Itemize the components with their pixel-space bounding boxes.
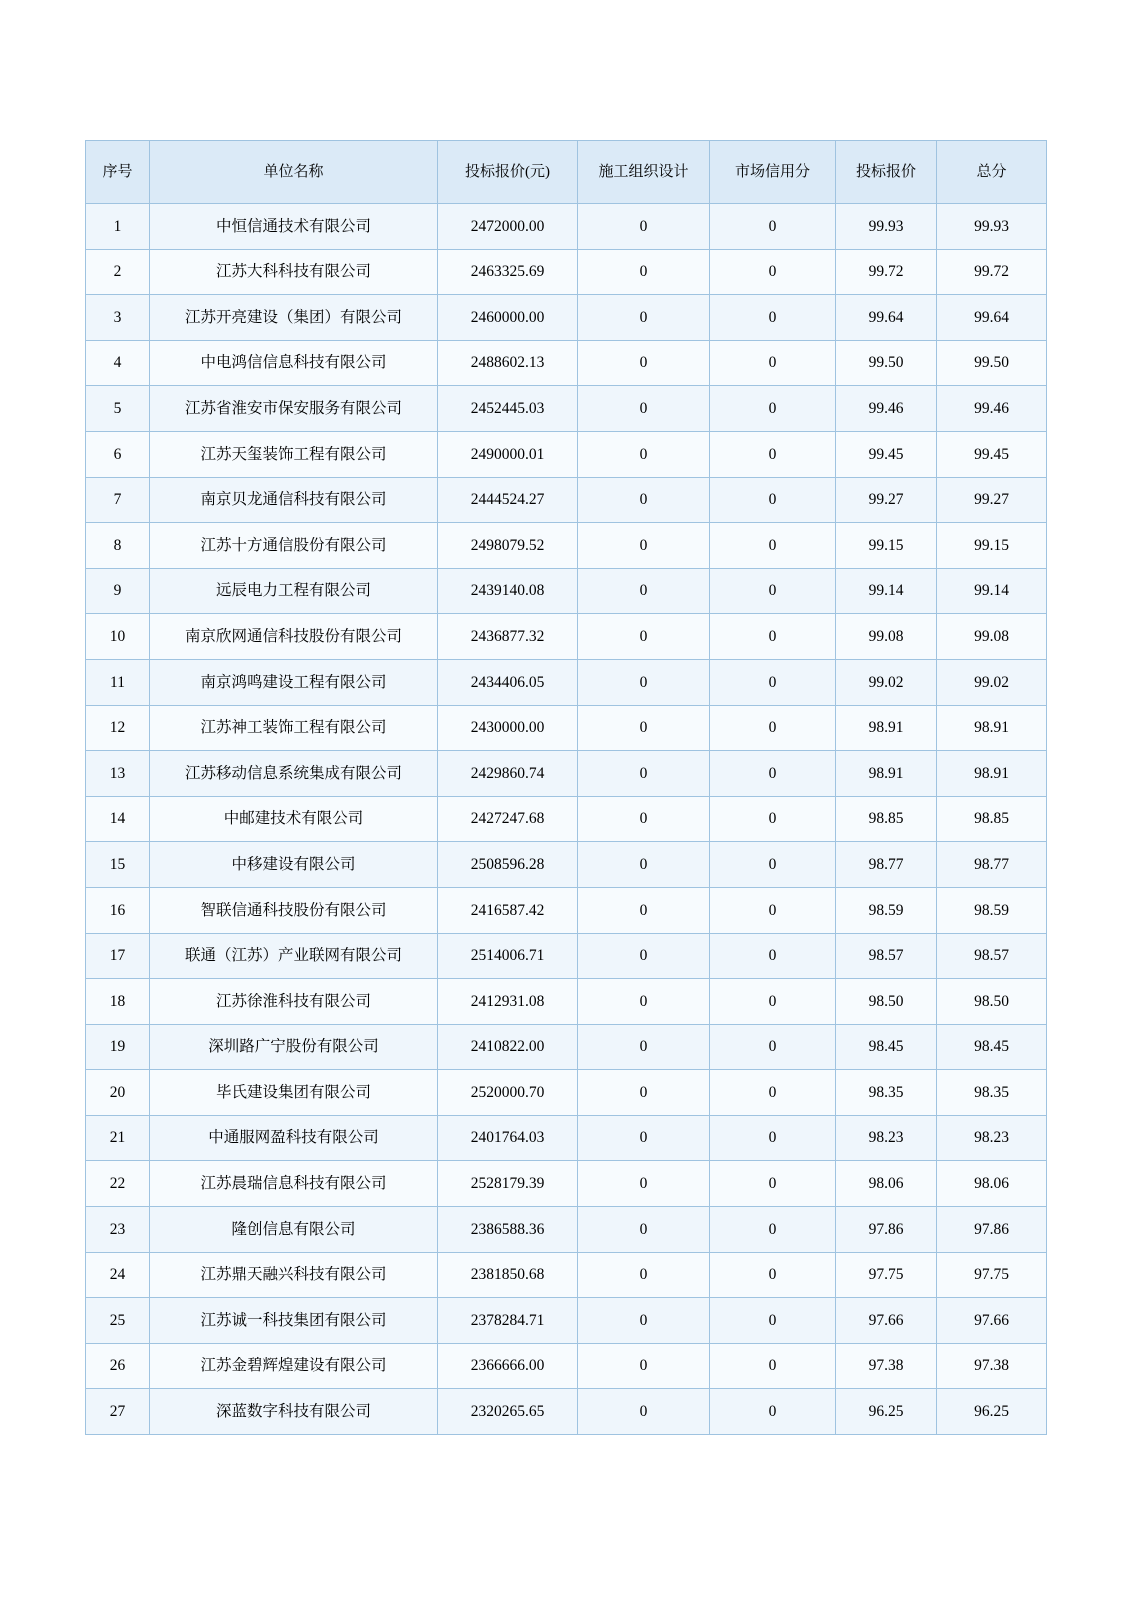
cell-index: 27: [86, 1389, 150, 1435]
cell-total-score: 98.23: [937, 1115, 1047, 1161]
cell-total-score: 99.15: [937, 523, 1047, 569]
cell-total-score: 97.38: [937, 1343, 1047, 1389]
cell-company-name: 中恒信通技术有限公司: [150, 204, 438, 250]
cell-bid-price: 2416587.42: [438, 887, 578, 933]
cell-index: 9: [86, 568, 150, 614]
cell-bid-price: 2488602.13: [438, 340, 578, 386]
cell-index: 18: [86, 979, 150, 1025]
cell-market-credit-score: 0: [710, 295, 836, 341]
table-row: [86, 614, 1047, 660]
cell-market-credit-score: 0: [710, 249, 836, 295]
cell-bid-price: 2430000.00: [438, 705, 578, 751]
cell-company-name: 南京欣网通信科技股份有限公司: [150, 614, 438, 660]
cell-index: 1: [86, 204, 150, 250]
cell-construction-org-score: 0: [578, 614, 710, 660]
cell-construction-org-score: 0: [578, 249, 710, 295]
table-row: [86, 249, 1047, 295]
cell-bid-price: 2463325.69: [438, 249, 578, 295]
cell-construction-org-score: 0: [578, 1161, 710, 1207]
cell-construction-org-score: 0: [578, 887, 710, 933]
table-row: [86, 204, 1047, 250]
cell-market-credit-score: 0: [710, 1343, 836, 1389]
column-header-total: 总分: [937, 141, 1047, 204]
cell-company-name: 江苏鼎天融兴科技有限公司: [150, 1252, 438, 1298]
cell-bid-price: 2490000.01: [438, 431, 578, 477]
cell-construction-org-score: 0: [578, 1298, 710, 1344]
table-row: [86, 1070, 1047, 1116]
table-row: [86, 1207, 1047, 1253]
cell-bid-price: 2410822.00: [438, 1024, 578, 1070]
cell-market-credit-score: 0: [710, 1298, 836, 1344]
cell-construction-org-score: 0: [578, 1343, 710, 1389]
cell-total-score: 98.50: [937, 979, 1047, 1025]
cell-company-name: 中邮建技术有限公司: [150, 796, 438, 842]
cell-company-name: 江苏移动信息系统集成有限公司: [150, 751, 438, 797]
cell-bid-price: 2427247.68: [438, 796, 578, 842]
cell-total-score: 99.14: [937, 568, 1047, 614]
cell-index: 24: [86, 1252, 150, 1298]
cell-bid-price-score: 98.35: [836, 1070, 937, 1116]
cell-market-credit-score: 0: [710, 431, 836, 477]
cell-total-score: 97.86: [937, 1207, 1047, 1253]
cell-total-score: 99.02: [937, 659, 1047, 705]
cell-company-name: 江苏省淮安市保安服务有限公司: [150, 386, 438, 432]
cell-bid-price-score: 99.72: [836, 249, 937, 295]
cell-construction-org-score: 0: [578, 705, 710, 751]
cell-bid-price-score: 99.02: [836, 659, 937, 705]
cell-bid-price-score: 98.45: [836, 1024, 937, 1070]
cell-bid-price-score: 99.15: [836, 523, 937, 569]
cell-total-score: 98.77: [937, 842, 1047, 888]
cell-company-name: 中移建设有限公司: [150, 842, 438, 888]
cell-bid-price-score: 97.86: [836, 1207, 937, 1253]
cell-company-name: 毕氏建设集团有限公司: [150, 1070, 438, 1116]
cell-bid-price-score: 98.06: [836, 1161, 937, 1207]
table-row: [86, 568, 1047, 614]
cell-bid-price-score: 97.38: [836, 1343, 937, 1389]
cell-bid-price: 2514006.71: [438, 933, 578, 979]
cell-total-score: 99.08: [937, 614, 1047, 660]
cell-total-score: 99.50: [937, 340, 1047, 386]
cell-company-name: 南京贝龙通信科技有限公司: [150, 477, 438, 523]
cell-construction-org-score: 0: [578, 204, 710, 250]
cell-bid-price: 2498079.52: [438, 523, 578, 569]
cell-bid-price: 2381850.68: [438, 1252, 578, 1298]
cell-total-score: 98.35: [937, 1070, 1047, 1116]
cell-company-name: 远辰电力工程有限公司: [150, 568, 438, 614]
table-header: [86, 141, 1047, 204]
cell-index: 4: [86, 340, 150, 386]
cell-total-score: 98.85: [937, 796, 1047, 842]
table-row: [86, 887, 1047, 933]
cell-bid-price: 2429860.74: [438, 751, 578, 797]
cell-bid-price-score: 98.91: [836, 705, 937, 751]
cell-company-name: 江苏天玺装饰工程有限公司: [150, 431, 438, 477]
cell-bid-price-score: 98.50: [836, 979, 937, 1025]
cell-company-name: 江苏晨瑞信息科技有限公司: [150, 1161, 438, 1207]
cell-construction-org-score: 0: [578, 386, 710, 432]
cell-construction-org-score: 0: [578, 477, 710, 523]
cell-company-name: 江苏大科科技有限公司: [150, 249, 438, 295]
cell-bid-price: 2452445.03: [438, 386, 578, 432]
cell-total-score: 99.72: [937, 249, 1047, 295]
cell-construction-org-score: 0: [578, 1115, 710, 1161]
table-row: [86, 295, 1047, 341]
cell-total-score: 99.93: [937, 204, 1047, 250]
cell-index: 7: [86, 477, 150, 523]
cell-market-credit-score: 0: [710, 705, 836, 751]
cell-index: 15: [86, 842, 150, 888]
table-header-row: [86, 141, 1047, 204]
table-row: [86, 1252, 1047, 1298]
cell-bid-price: 2378284.71: [438, 1298, 578, 1344]
cell-bid-price-score: 99.93: [836, 204, 937, 250]
cell-bid-price: 2460000.00: [438, 295, 578, 341]
cell-market-credit-score: 0: [710, 204, 836, 250]
table-row: [86, 979, 1047, 1025]
cell-index: 17: [86, 933, 150, 979]
cell-index: 13: [86, 751, 150, 797]
table-row: [86, 705, 1047, 751]
cell-market-credit-score: 0: [710, 1070, 836, 1116]
cell-market-credit-score: 0: [710, 659, 836, 705]
cell-construction-org-score: 0: [578, 1389, 710, 1435]
cell-total-score: 98.57: [937, 933, 1047, 979]
cell-company-name: 中电鸿信信息科技有限公司: [150, 340, 438, 386]
table-row: [86, 1298, 1047, 1344]
cell-market-credit-score: 0: [710, 568, 836, 614]
cell-construction-org-score: 0: [578, 659, 710, 705]
cell-bid-price: 2386588.36: [438, 1207, 578, 1253]
cell-market-credit-score: 0: [710, 1252, 836, 1298]
cell-bid-price: 2528179.39: [438, 1161, 578, 1207]
cell-market-credit-score: 0: [710, 614, 836, 660]
column-header-org: 施工组织设计: [578, 141, 710, 204]
cell-total-score: 98.59: [937, 887, 1047, 933]
cell-market-credit-score: 0: [710, 842, 836, 888]
cell-index: 25: [86, 1298, 150, 1344]
table-body: [86, 204, 1047, 1435]
cell-bid-price-score: 99.08: [836, 614, 937, 660]
table-row: [86, 477, 1047, 523]
cell-total-score: 98.91: [937, 751, 1047, 797]
cell-bid-price-score: 99.45: [836, 431, 937, 477]
cell-bid-price: 2366666.00: [438, 1343, 578, 1389]
cell-company-name: 南京鸿鸣建设工程有限公司: [150, 659, 438, 705]
cell-market-credit-score: 0: [710, 340, 836, 386]
cell-company-name: 深蓝数字科技有限公司: [150, 1389, 438, 1435]
table-row: [86, 386, 1047, 432]
cell-construction-org-score: 0: [578, 979, 710, 1025]
cell-company-name: 深圳路广宁股份有限公司: [150, 1024, 438, 1070]
cell-construction-org-score: 0: [578, 1207, 710, 1253]
cell-construction-org-score: 0: [578, 295, 710, 341]
cell-bid-price-score: 97.75: [836, 1252, 937, 1298]
cell-market-credit-score: 0: [710, 751, 836, 797]
cell-construction-org-score: 0: [578, 751, 710, 797]
cell-bid-price: 2520000.70: [438, 1070, 578, 1116]
cell-company-name: 江苏徐淮科技有限公司: [150, 979, 438, 1025]
cell-bid-price-score: 98.59: [836, 887, 937, 933]
cell-company-name: 江苏诚一科技集团有限公司: [150, 1298, 438, 1344]
table-row: [86, 796, 1047, 842]
cell-total-score: 97.75: [937, 1252, 1047, 1298]
table-row: [86, 1024, 1047, 1070]
cell-bid-price-score: 98.85: [836, 796, 937, 842]
cell-total-score: 99.45: [937, 431, 1047, 477]
table-row: [86, 751, 1047, 797]
cell-index: 22: [86, 1161, 150, 1207]
cell-bid-price: 2508596.28: [438, 842, 578, 888]
cell-index: 20: [86, 1070, 150, 1116]
cell-construction-org-score: 0: [578, 1252, 710, 1298]
cell-construction-org-score: 0: [578, 340, 710, 386]
cell-construction-org-score: 0: [578, 796, 710, 842]
cell-market-credit-score: 0: [710, 1161, 836, 1207]
cell-construction-org-score: 0: [578, 842, 710, 888]
table-row: [86, 1343, 1047, 1389]
cell-bid-price-score: 98.77: [836, 842, 937, 888]
cell-construction-org-score: 0: [578, 933, 710, 979]
cell-index: 12: [86, 705, 150, 751]
cell-company-name: 江苏十方通信股份有限公司: [150, 523, 438, 569]
cell-market-credit-score: 0: [710, 1207, 836, 1253]
cell-construction-org-score: 0: [578, 568, 710, 614]
column-header-price: 投标报价(元): [438, 141, 578, 204]
cell-company-name: 江苏神工装饰工程有限公司: [150, 705, 438, 751]
column-header-index: 序号: [86, 141, 150, 204]
column-header-name: 单位名称: [150, 141, 438, 204]
cell-market-credit-score: 0: [710, 796, 836, 842]
cell-index: 16: [86, 887, 150, 933]
cell-index: 19: [86, 1024, 150, 1070]
cell-index: 5: [86, 386, 150, 432]
table-row: [86, 842, 1047, 888]
cell-bid-price-score: 96.25: [836, 1389, 937, 1435]
cell-total-score: 99.27: [937, 477, 1047, 523]
cell-bid-price-score: 99.64: [836, 295, 937, 341]
cell-bid-price: 2439140.08: [438, 568, 578, 614]
cell-bid-price-score: 98.57: [836, 933, 937, 979]
cell-bid-price-score: 98.23: [836, 1115, 937, 1161]
cell-index: 6: [86, 431, 150, 477]
cell-bid-price-score: 99.27: [836, 477, 937, 523]
cell-bid-price: 2436877.32: [438, 614, 578, 660]
column-header-credit: 市场信用分: [710, 141, 836, 204]
cell-total-score: 96.25: [937, 1389, 1047, 1435]
cell-index: 10: [86, 614, 150, 660]
bid-evaluation-table: [85, 140, 1047, 1435]
cell-index: 3: [86, 295, 150, 341]
cell-company-name: 中通服网盈科技有限公司: [150, 1115, 438, 1161]
table-row: [86, 431, 1047, 477]
table-row: [86, 340, 1047, 386]
cell-index: 2: [86, 249, 150, 295]
cell-company-name: 联通（江苏）产业联网有限公司: [150, 933, 438, 979]
cell-market-credit-score: 0: [710, 1024, 836, 1070]
table-row: [86, 1161, 1047, 1207]
table-row: [86, 659, 1047, 705]
cell-bid-price-score: 99.50: [836, 340, 937, 386]
table-row: [86, 1115, 1047, 1161]
cell-index: 8: [86, 523, 150, 569]
cell-market-credit-score: 0: [710, 1389, 836, 1435]
cell-index: 23: [86, 1207, 150, 1253]
cell-index: 11: [86, 659, 150, 705]
cell-market-credit-score: 0: [710, 979, 836, 1025]
cell-construction-org-score: 0: [578, 523, 710, 569]
cell-company-name: 智联信通科技股份有限公司: [150, 887, 438, 933]
cell-construction-org-score: 0: [578, 431, 710, 477]
cell-bid-price: 2444524.27: [438, 477, 578, 523]
cell-market-credit-score: 0: [710, 1115, 836, 1161]
cell-bid-price-score: 99.46: [836, 386, 937, 432]
cell-index: 26: [86, 1343, 150, 1389]
cell-total-score: 98.06: [937, 1161, 1047, 1207]
column-header-bid: 投标报价: [836, 141, 937, 204]
cell-bid-price: 2434406.05: [438, 659, 578, 705]
cell-bid-price: 2401764.03: [438, 1115, 578, 1161]
cell-market-credit-score: 0: [710, 386, 836, 432]
cell-index: 21: [86, 1115, 150, 1161]
cell-bid-price-score: 99.14: [836, 568, 937, 614]
cell-market-credit-score: 0: [710, 933, 836, 979]
cell-construction-org-score: 0: [578, 1070, 710, 1116]
cell-total-score: 98.91: [937, 705, 1047, 751]
cell-company-name: 隆创信息有限公司: [150, 1207, 438, 1253]
cell-bid-price: 2472000.00: [438, 204, 578, 250]
cell-total-score: 97.66: [937, 1298, 1047, 1344]
cell-market-credit-score: 0: [710, 887, 836, 933]
cell-company-name: 江苏开亮建设（集团）有限公司: [150, 295, 438, 341]
table-row: [86, 933, 1047, 979]
cell-total-score: 98.45: [937, 1024, 1047, 1070]
cell-construction-org-score: 0: [578, 1024, 710, 1070]
cell-bid-price-score: 97.66: [836, 1298, 937, 1344]
cell-market-credit-score: 0: [710, 477, 836, 523]
cell-bid-price: 2320265.65: [438, 1389, 578, 1435]
cell-index: 14: [86, 796, 150, 842]
cell-bid-price-score: 98.91: [836, 751, 937, 797]
cell-market-credit-score: 0: [710, 523, 836, 569]
cell-total-score: 99.46: [937, 386, 1047, 432]
cell-company-name: 江苏金碧辉煌建设有限公司: [150, 1343, 438, 1389]
table-row: [86, 1389, 1047, 1435]
cell-total-score: 99.64: [937, 295, 1047, 341]
table-row: [86, 523, 1047, 569]
cell-bid-price: 2412931.08: [438, 979, 578, 1025]
